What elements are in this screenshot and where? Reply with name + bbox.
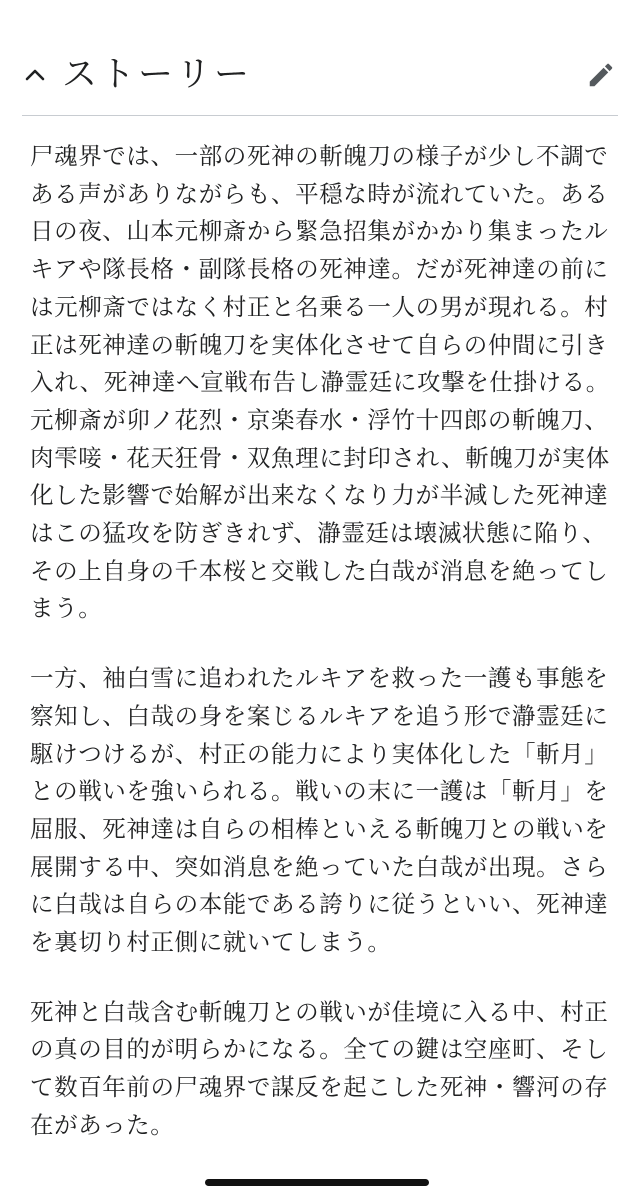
story-paragraph: 尸魂界では、一部の死神の斬魄刀の様子が少し不調である声がありながらも、平穏な時が流れていた。ある日の夜、山本元柳斎から緊急招集がかかり集まったルキアや隊長格・副隊長格の死神達。だが死神達の前には元柳斎ではなく村正と名乗る一人の男が現れる。村正は死神達の斬魄刀を実体化させて自らの仲間に引き入れ、死神達へ宣戦布告し瀞霊廷に攻撃を仕掛ける。元柳斎が卯ノ花烈・京楽春水・浮竹十四郎の斬魄刀、肉雫唼・花天狂骨・双魚理に封印され、斬魄刀が実体化した影響で始解が出来なくなり力が半減した死神達はこの猛攻を防ぎきれず、瀞霊廷は壊滅状態に陥り、その上自身の千本桜と交戦した白哉が消息を絶ってしまう。 — [30, 142, 610, 623]
chevron-up-icon[interactable] — [22, 62, 48, 88]
pencil-icon[interactable] — [584, 58, 618, 92]
section-title: ストーリー — [62, 54, 253, 95]
section-divider — [22, 115, 618, 116]
home-indicator[interactable] — [205, 1179, 429, 1186]
story-content — [30, 138, 612, 1177]
section-header[interactable] — [22, 40, 618, 110]
story-paragraph: 死神と白哉含む斬魄刀との戦いが佳境に入る中、村正の真の目的が明らかになる。全ての鍵は空座町、そして数百年前の尸魂界で謀反を起こした死神・響河の存在があった。 — [30, 997, 609, 1139]
story-paragraph: 一方、袖白雪に追われたルキアを救った一護も事態を察知し、白哉の身を案じるルキアを追う形で瀞霊廷に駆けつけるが、村正の能力により実体化した「斬月」との戦いを強いられる。戦いの末に一護は「斬月」を屈服、死神達は自らの相棒といえる斬魄刀との戦いを展開する中、突如消息を絶っていた白哉が出現。さらに白哉は自らの本能である誇りに従うといい、死神達を裏切り村正側に就いてしまう。 — [30, 664, 609, 957]
